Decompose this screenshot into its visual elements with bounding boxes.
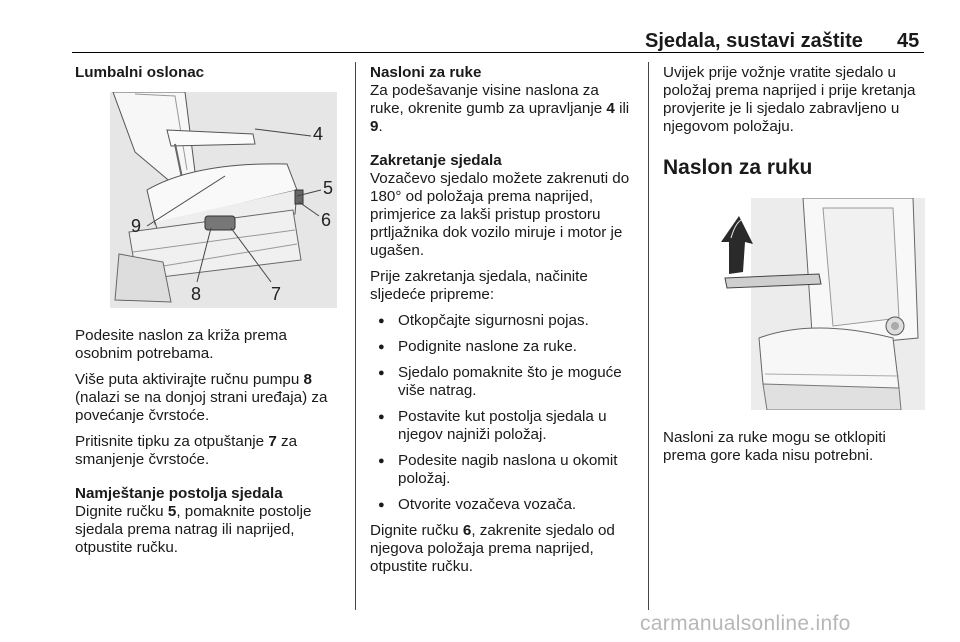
column-divider-1 xyxy=(355,62,356,610)
column-left xyxy=(75,64,345,565)
heading-armrests: Nasloni za ruke xyxy=(370,64,482,81)
paragraph-armrest-fold: Nasloni za ruke mogu se otklopiti prema gore kada nisu potrebni. xyxy=(663,429,886,464)
list-item: ● Podignite naslone za ruke. xyxy=(370,338,635,356)
column-right xyxy=(663,64,928,473)
heading-seat-rotation: Zakretanje sjedala xyxy=(370,152,502,169)
list-item: ● Otvorite vozačeva vozača. xyxy=(370,496,635,514)
callout-9: 9 xyxy=(131,216,142,236)
chapter-title: Sjedala, sustavi zaštite xyxy=(645,30,863,52)
paragraph-preparations: Prije zakretanja sjedala, načinite sljedeće pripreme: xyxy=(370,268,588,303)
list-item: ● Podesite nagib naslona u okomit položaj. xyxy=(370,452,635,488)
callout-7: 7 xyxy=(271,284,282,304)
paragraph-lumbar-adjust: Podesite naslon za križa prema osobnim potrebama. xyxy=(75,327,287,362)
list-item: ● Otkopčajte sigurnosni pojas. xyxy=(370,312,635,330)
paragraph-base-handle: Dignite ručku 5, pomaknite postolje sjedala prema natrag ili naprijed, otpustite ručku. xyxy=(75,503,312,556)
heading-seat-base: Namještanje postolja sjedala xyxy=(75,485,283,502)
callout-6: 6 xyxy=(321,210,332,230)
page-number: 45 xyxy=(897,30,920,52)
column-middle xyxy=(370,64,635,584)
list-item: ● Postavite kut postolja sjedala u njegov najniži položaj. xyxy=(370,408,635,444)
header-rule xyxy=(72,52,924,53)
column-divider-2 xyxy=(648,62,649,610)
preparation-list xyxy=(370,312,635,514)
heading-lumbar: Lumbalni oslonac xyxy=(75,64,205,81)
figure-lumbar-seat xyxy=(75,92,345,313)
paragraph-lock-warning: Uvijek prije vožnje vratite sjedalo u položaj prema naprijed i prije kretanja provjerite je li sjedalo zabravljeno u njegovom položaju. xyxy=(663,64,916,135)
armrest-illustration xyxy=(663,198,925,410)
callout-8: 8 xyxy=(191,284,202,304)
page-header xyxy=(0,0,960,60)
paragraph-pump: Više puta aktivirajte ručnu pumpu 8 (nalazi se na donjoj strani uređaja) za povećanje čvrstoće. xyxy=(75,371,328,424)
section-title-armrest: Naslon za ruku xyxy=(663,156,813,179)
watermark: carmanualsonline.info xyxy=(640,612,851,635)
callout-4: 4 xyxy=(313,124,324,144)
paragraph-release: Pritisnite tipku za otpuštanje 7 za smanjenje čvrstoće. xyxy=(75,433,298,468)
seat-side-illustration xyxy=(75,92,337,308)
paragraph-armrest-height: Za podešavanje visine naslona za ruke, okrenite gumb za upravljanje 4 ili 9. xyxy=(370,82,630,135)
paragraph-rotation: Vozačevo sjedalo možete zakrenuti do 180° od položaja prema naprijed, primjerice za lakši pristup prostoru prtljažnika dok vozilo miruje i motor je ugašen. xyxy=(370,170,630,259)
callout-5: 5 xyxy=(323,178,334,198)
paragraph-rotate-handle: Dignite ručku 6, zakrenite sjedalo od njegova položaja prema naprijed, otpustite ručku. xyxy=(370,522,615,575)
list-item: ● Sjedalo pomaknite što je moguće više natrag. xyxy=(370,364,635,400)
figure-armrest xyxy=(663,198,928,415)
